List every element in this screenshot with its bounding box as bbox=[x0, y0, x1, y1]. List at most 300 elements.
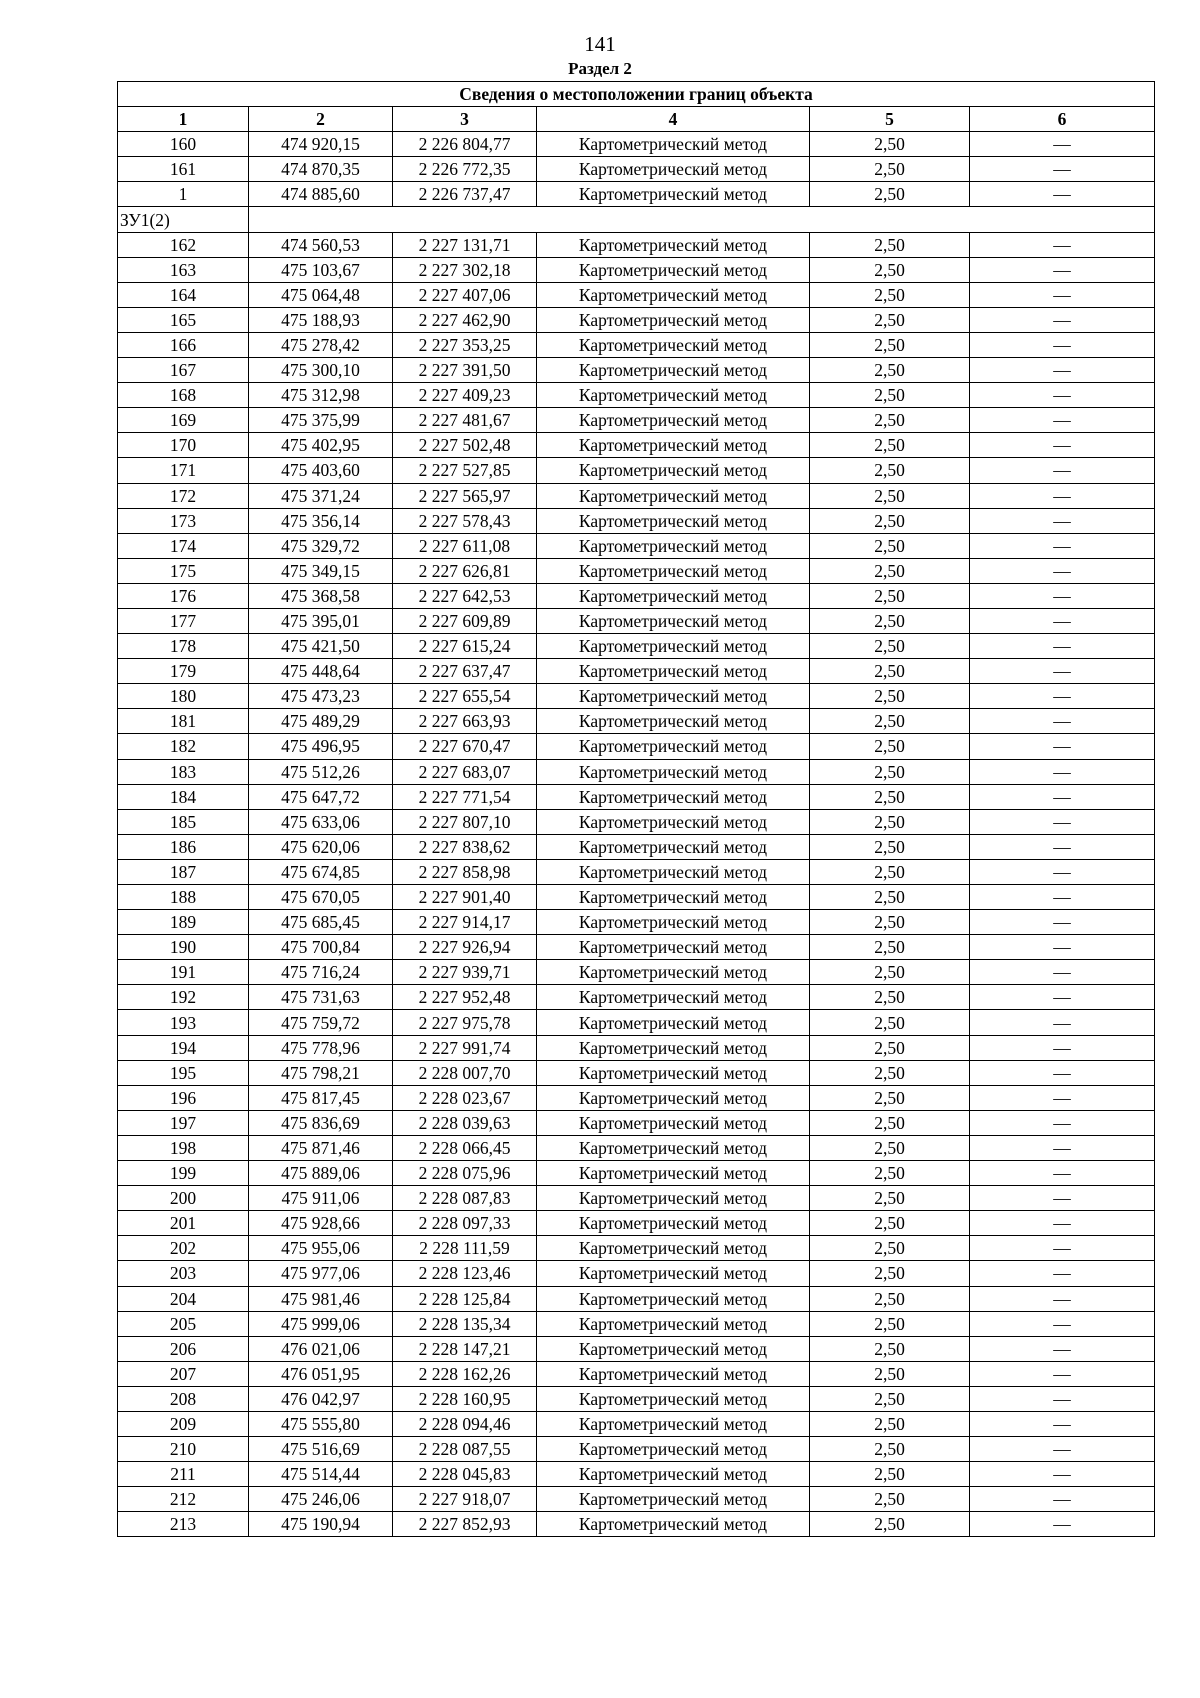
note-dash: — bbox=[970, 910, 1155, 935]
determination-method: Картометрический метод bbox=[537, 1236, 810, 1261]
accuracy-value: 2,50 bbox=[810, 1261, 970, 1286]
y-coordinate: 2 228 111,59 bbox=[393, 1236, 537, 1261]
point-number: 211 bbox=[118, 1462, 249, 1487]
y-coordinate: 2 228 075,96 bbox=[393, 1161, 537, 1186]
x-coordinate: 475 278,42 bbox=[249, 332, 393, 357]
point-number: 1 bbox=[118, 182, 249, 207]
determination-method: Картометрический метод bbox=[537, 960, 810, 985]
x-coordinate: 475 871,46 bbox=[249, 1135, 393, 1160]
note-dash: — bbox=[970, 1286, 1155, 1311]
note-dash: — bbox=[970, 583, 1155, 608]
note-dash: — bbox=[970, 508, 1155, 533]
note-dash: — bbox=[970, 1035, 1155, 1060]
accuracy-value: 2,50 bbox=[810, 684, 970, 709]
x-coordinate: 474 920,15 bbox=[249, 132, 393, 157]
table-row bbox=[118, 684, 1155, 709]
determination-method: Картометрический метод bbox=[537, 1161, 810, 1186]
y-coordinate: 2 227 407,06 bbox=[393, 282, 537, 307]
note-dash: — bbox=[970, 809, 1155, 834]
point-number: 209 bbox=[118, 1411, 249, 1436]
accuracy-value: 2,50 bbox=[810, 282, 970, 307]
y-coordinate: 2 227 353,25 bbox=[393, 332, 537, 357]
point-number: 161 bbox=[118, 157, 249, 182]
determination-method: Картометрический метод bbox=[537, 408, 810, 433]
table-row bbox=[118, 1135, 1155, 1160]
table-row bbox=[118, 985, 1155, 1010]
accuracy-value: 2,50 bbox=[810, 583, 970, 608]
determination-method: Картометрический метод bbox=[537, 332, 810, 357]
determination-method: Картометрический метод bbox=[537, 935, 810, 960]
table-row bbox=[118, 458, 1155, 483]
determination-method: Картометрический метод bbox=[537, 282, 810, 307]
determination-method: Картометрический метод bbox=[537, 508, 810, 533]
note-dash: — bbox=[970, 383, 1155, 408]
x-coordinate: 475 349,15 bbox=[249, 558, 393, 583]
point-number: 163 bbox=[118, 257, 249, 282]
note-dash: — bbox=[970, 332, 1155, 357]
table-row bbox=[118, 1462, 1155, 1487]
table-row bbox=[118, 1386, 1155, 1411]
y-coordinate: 2 227 901,40 bbox=[393, 885, 537, 910]
accuracy-value: 2,50 bbox=[810, 1487, 970, 1512]
x-coordinate: 475 368,58 bbox=[249, 583, 393, 608]
accuracy-value: 2,50 bbox=[810, 157, 970, 182]
table-row bbox=[118, 1286, 1155, 1311]
x-coordinate: 475 421,50 bbox=[249, 634, 393, 659]
section-title: Раздел 2 bbox=[568, 59, 632, 78]
y-coordinate: 2 228 123,46 bbox=[393, 1261, 537, 1286]
y-coordinate: 2 228 147,21 bbox=[393, 1336, 537, 1361]
determination-method: Картометрический метод bbox=[537, 483, 810, 508]
determination-method: Картометрический метод bbox=[537, 885, 810, 910]
note-dash: — bbox=[970, 533, 1155, 558]
determination-method: Картометрический метод bbox=[537, 1336, 810, 1361]
note-dash: — bbox=[970, 634, 1155, 659]
accuracy-value: 2,50 bbox=[810, 634, 970, 659]
note-dash: — bbox=[970, 1437, 1155, 1462]
x-coordinate: 475 371,24 bbox=[249, 483, 393, 508]
accuracy-value: 2,50 bbox=[810, 1437, 970, 1462]
x-coordinate: 475 836,69 bbox=[249, 1110, 393, 1135]
note-dash: — bbox=[970, 1361, 1155, 1386]
y-coordinate: 2 227 807,10 bbox=[393, 809, 537, 834]
accuracy-value: 2,50 bbox=[810, 1411, 970, 1436]
y-coordinate: 2 227 852,93 bbox=[393, 1512, 537, 1537]
accuracy-value: 2,50 bbox=[810, 935, 970, 960]
accuracy-value: 2,50 bbox=[810, 985, 970, 1010]
y-coordinate: 2 226 804,77 bbox=[393, 132, 537, 157]
x-coordinate: 475 188,93 bbox=[249, 307, 393, 332]
accuracy-value: 2,50 bbox=[810, 1361, 970, 1386]
table-row bbox=[118, 182, 1155, 207]
note-dash: — bbox=[970, 157, 1155, 182]
x-coordinate: 475 700,84 bbox=[249, 935, 393, 960]
accuracy-value: 2,50 bbox=[810, 1110, 970, 1135]
note-dash: — bbox=[970, 759, 1155, 784]
y-coordinate: 2 227 615,24 bbox=[393, 634, 537, 659]
table-row bbox=[118, 1211, 1155, 1236]
point-number: 164 bbox=[118, 282, 249, 307]
y-coordinate: 2 227 637,47 bbox=[393, 659, 537, 684]
point-number: 213 bbox=[118, 1512, 249, 1537]
accuracy-value: 2,50 bbox=[810, 659, 970, 684]
table-row bbox=[118, 1487, 1155, 1512]
y-coordinate: 2 227 611,08 bbox=[393, 533, 537, 558]
determination-method: Картометрический метод bbox=[537, 809, 810, 834]
y-coordinate: 2 227 609,89 bbox=[393, 608, 537, 633]
note-dash: — bbox=[970, 1236, 1155, 1261]
point-number: 205 bbox=[118, 1311, 249, 1336]
y-coordinate: 2 228 094,46 bbox=[393, 1411, 537, 1436]
point-number: 193 bbox=[118, 1010, 249, 1035]
table-row bbox=[118, 809, 1155, 834]
determination-method: Картометрический метод bbox=[537, 1186, 810, 1211]
point-number: 182 bbox=[118, 734, 249, 759]
table-row bbox=[118, 408, 1155, 433]
x-coordinate: 475 928,66 bbox=[249, 1211, 393, 1236]
point-number: 168 bbox=[118, 383, 249, 408]
note-dash: — bbox=[970, 1135, 1155, 1160]
note-dash: — bbox=[970, 1010, 1155, 1035]
y-coordinate: 2 228 162,26 bbox=[393, 1361, 537, 1386]
note-dash: — bbox=[970, 1462, 1155, 1487]
accuracy-value: 2,50 bbox=[810, 332, 970, 357]
accuracy-value: 2,50 bbox=[810, 709, 970, 734]
x-coordinate: 475 670,05 bbox=[249, 885, 393, 910]
y-coordinate: 2 228 023,67 bbox=[393, 1085, 537, 1110]
determination-method: Картометрический метод bbox=[537, 1035, 810, 1060]
point-number: 189 bbox=[118, 910, 249, 935]
determination-method: Картометрический метод bbox=[537, 734, 810, 759]
point-number: 187 bbox=[118, 859, 249, 884]
table-row bbox=[118, 483, 1155, 508]
note-dash: — bbox=[970, 1110, 1155, 1135]
x-coordinate: 475 448,64 bbox=[249, 659, 393, 684]
determination-method: Картометрический метод bbox=[537, 784, 810, 809]
boundary-coordinates-table bbox=[117, 81, 1155, 1537]
table-row bbox=[118, 960, 1155, 985]
y-coordinate: 2 227 302,18 bbox=[393, 257, 537, 282]
point-number: 195 bbox=[118, 1060, 249, 1085]
y-coordinate: 2 227 914,17 bbox=[393, 910, 537, 935]
table-row bbox=[118, 1336, 1155, 1361]
note-dash: — bbox=[970, 1186, 1155, 1211]
note-dash: — bbox=[970, 232, 1155, 257]
point-number: 184 bbox=[118, 784, 249, 809]
point-number: 210 bbox=[118, 1437, 249, 1462]
y-coordinate: 2 227 578,43 bbox=[393, 508, 537, 533]
table-row bbox=[118, 1261, 1155, 1286]
point-number: 181 bbox=[118, 709, 249, 734]
point-number: 174 bbox=[118, 533, 249, 558]
point-number: 176 bbox=[118, 583, 249, 608]
column-header: 3 bbox=[393, 107, 537, 132]
point-number: 180 bbox=[118, 684, 249, 709]
x-coordinate: 475 778,96 bbox=[249, 1035, 393, 1060]
note-dash: — bbox=[970, 684, 1155, 709]
column-header: 1 bbox=[118, 107, 249, 132]
accuracy-value: 2,50 bbox=[810, 358, 970, 383]
accuracy-value: 2,50 bbox=[810, 834, 970, 859]
x-coordinate: 475 685,45 bbox=[249, 910, 393, 935]
table-row bbox=[118, 232, 1155, 257]
point-number: 177 bbox=[118, 608, 249, 633]
table-row bbox=[118, 784, 1155, 809]
table-row bbox=[118, 709, 1155, 734]
note-dash: — bbox=[970, 709, 1155, 734]
point-number: 204 bbox=[118, 1286, 249, 1311]
x-coordinate: 475 911,06 bbox=[249, 1186, 393, 1211]
y-coordinate: 2 227 663,93 bbox=[393, 709, 537, 734]
determination-method: Картометрический метод bbox=[537, 985, 810, 1010]
determination-method: Картометрический метод bbox=[537, 383, 810, 408]
table-row bbox=[118, 659, 1155, 684]
y-coordinate: 2 227 771,54 bbox=[393, 784, 537, 809]
note-dash: — bbox=[970, 659, 1155, 684]
point-number: 212 bbox=[118, 1487, 249, 1512]
note-dash: — bbox=[970, 1487, 1155, 1512]
point-number: 203 bbox=[118, 1261, 249, 1286]
determination-method: Картометрический метод bbox=[537, 257, 810, 282]
y-coordinate: 2 227 991,74 bbox=[393, 1035, 537, 1060]
point-number: 201 bbox=[118, 1211, 249, 1236]
group-row-section bbox=[118, 207, 1155, 232]
accuracy-value: 2,50 bbox=[810, 1512, 970, 1537]
accuracy-value: 2,50 bbox=[810, 232, 970, 257]
determination-method: Картометрический метод bbox=[537, 1085, 810, 1110]
table-row bbox=[118, 583, 1155, 608]
table-row bbox=[118, 1110, 1155, 1135]
accuracy-value: 2,50 bbox=[810, 885, 970, 910]
accuracy-value: 2,50 bbox=[810, 1085, 970, 1110]
x-coordinate: 475 473,23 bbox=[249, 684, 393, 709]
accuracy-value: 2,50 bbox=[810, 759, 970, 784]
determination-method: Картометрический метод bbox=[537, 684, 810, 709]
table-row bbox=[118, 1085, 1155, 1110]
point-number: 186 bbox=[118, 834, 249, 859]
x-coordinate: 474 885,60 bbox=[249, 182, 393, 207]
accuracy-value: 2,50 bbox=[810, 1286, 970, 1311]
point-number: 194 bbox=[118, 1035, 249, 1060]
x-coordinate: 475 064,48 bbox=[249, 282, 393, 307]
x-coordinate: 476 042,97 bbox=[249, 1386, 393, 1411]
y-coordinate: 2 227 655,54 bbox=[393, 684, 537, 709]
table-row bbox=[118, 759, 1155, 784]
x-coordinate: 475 977,06 bbox=[249, 1261, 393, 1286]
x-coordinate: 475 647,72 bbox=[249, 784, 393, 809]
table-row bbox=[118, 1035, 1155, 1060]
column-header: 4 bbox=[537, 107, 810, 132]
accuracy-value: 2,50 bbox=[810, 408, 970, 433]
note-dash: — bbox=[970, 558, 1155, 583]
y-coordinate: 2 228 007,70 bbox=[393, 1060, 537, 1085]
accuracy-value: 2,50 bbox=[810, 859, 970, 884]
y-coordinate: 2 227 683,07 bbox=[393, 759, 537, 784]
accuracy-value: 2,50 bbox=[810, 257, 970, 282]
determination-method: Картометрический метод bbox=[537, 759, 810, 784]
accuracy-value: 2,50 bbox=[810, 1161, 970, 1186]
x-coordinate: 475 516,69 bbox=[249, 1437, 393, 1462]
point-number: 179 bbox=[118, 659, 249, 684]
x-coordinate: 475 889,06 bbox=[249, 1161, 393, 1186]
point-number: 206 bbox=[118, 1336, 249, 1361]
page-number: 141 bbox=[584, 32, 616, 56]
determination-method: Картометрический метод bbox=[537, 558, 810, 583]
x-coordinate: 475 489,29 bbox=[249, 709, 393, 734]
note-dash: — bbox=[970, 960, 1155, 985]
determination-method: Картометрический метод bbox=[537, 1261, 810, 1286]
determination-method: Картометрический метод bbox=[537, 1512, 810, 1537]
accuracy-value: 2,50 bbox=[810, 458, 970, 483]
note-dash: — bbox=[970, 1411, 1155, 1436]
determination-method: Картометрический метод bbox=[537, 157, 810, 182]
x-coordinate: 475 817,45 bbox=[249, 1085, 393, 1110]
note-dash: — bbox=[970, 458, 1155, 483]
point-number: 188 bbox=[118, 885, 249, 910]
accuracy-value: 2,50 bbox=[810, 784, 970, 809]
y-coordinate: 2 227 409,23 bbox=[393, 383, 537, 408]
note-dash: — bbox=[970, 834, 1155, 859]
determination-method: Картометрический метод bbox=[537, 608, 810, 633]
note-dash: — bbox=[970, 358, 1155, 383]
table-row bbox=[118, 132, 1155, 157]
group-row bbox=[118, 207, 1155, 232]
x-coordinate: 475 555,80 bbox=[249, 1411, 393, 1436]
point-number: 208 bbox=[118, 1386, 249, 1411]
note-dash: — bbox=[970, 1311, 1155, 1336]
x-coordinate: 475 190,94 bbox=[249, 1512, 393, 1537]
note-dash: — bbox=[970, 433, 1155, 458]
table-row bbox=[118, 508, 1155, 533]
accuracy-value: 2,50 bbox=[810, 307, 970, 332]
determination-method: Картометрический метод bbox=[537, 433, 810, 458]
note-dash: — bbox=[970, 182, 1155, 207]
accuracy-value: 2,50 bbox=[810, 558, 970, 583]
point-number: 183 bbox=[118, 759, 249, 784]
table-row bbox=[118, 1411, 1155, 1436]
accuracy-value: 2,50 bbox=[810, 1211, 970, 1236]
note-dash: — bbox=[970, 1336, 1155, 1361]
accuracy-value: 2,50 bbox=[810, 483, 970, 508]
y-coordinate: 2 227 527,85 bbox=[393, 458, 537, 483]
determination-method: Картометрический метод bbox=[537, 1487, 810, 1512]
rows-after-group bbox=[118, 232, 1155, 1537]
point-number: 190 bbox=[118, 935, 249, 960]
group-label: ЗУ1(2) bbox=[118, 207, 249, 232]
note-dash: — bbox=[970, 985, 1155, 1010]
y-coordinate: 2 227 926,94 bbox=[393, 935, 537, 960]
accuracy-value: 2,50 bbox=[810, 1010, 970, 1035]
table-row bbox=[118, 859, 1155, 884]
accuracy-value: 2,50 bbox=[810, 383, 970, 408]
y-coordinate: 2 226 772,35 bbox=[393, 157, 537, 182]
y-coordinate: 2 228 160,95 bbox=[393, 1386, 537, 1411]
y-coordinate: 2 227 952,48 bbox=[393, 985, 537, 1010]
determination-method: Картометрический метод bbox=[537, 1411, 810, 1436]
point-number: 169 bbox=[118, 408, 249, 433]
x-coordinate: 475 300,10 bbox=[249, 358, 393, 383]
table-row bbox=[118, 1060, 1155, 1085]
table-row bbox=[118, 734, 1155, 759]
x-coordinate: 475 798,21 bbox=[249, 1060, 393, 1085]
determination-method: Картометрический метод bbox=[537, 1211, 810, 1236]
column-header: 2 bbox=[249, 107, 393, 132]
accuracy-value: 2,50 bbox=[810, 809, 970, 834]
accuracy-value: 2,50 bbox=[810, 1186, 970, 1211]
x-coordinate: 475 356,14 bbox=[249, 508, 393, 533]
table-row bbox=[118, 885, 1155, 910]
y-coordinate: 2 228 087,55 bbox=[393, 1437, 537, 1462]
x-coordinate: 475 312,98 bbox=[249, 383, 393, 408]
y-coordinate: 2 227 462,90 bbox=[393, 307, 537, 332]
y-coordinate: 2 228 066,45 bbox=[393, 1135, 537, 1160]
x-coordinate: 475 103,67 bbox=[249, 257, 393, 282]
point-number: 167 bbox=[118, 358, 249, 383]
determination-method: Картометрический метод bbox=[537, 583, 810, 608]
y-coordinate: 2 228 045,83 bbox=[393, 1462, 537, 1487]
note-dash: — bbox=[970, 1386, 1155, 1411]
point-number: 199 bbox=[118, 1161, 249, 1186]
accuracy-value: 2,50 bbox=[810, 508, 970, 533]
table-row bbox=[118, 358, 1155, 383]
point-number: 192 bbox=[118, 985, 249, 1010]
table-row bbox=[118, 834, 1155, 859]
x-coordinate: 475 759,72 bbox=[249, 1010, 393, 1035]
y-coordinate: 2 228 097,33 bbox=[393, 1211, 537, 1236]
accuracy-value: 2,50 bbox=[810, 1462, 970, 1487]
x-coordinate: 475 716,24 bbox=[249, 960, 393, 985]
accuracy-value: 2,50 bbox=[810, 1236, 970, 1261]
determination-method: Картометрический метод bbox=[537, 182, 810, 207]
determination-method: Картометрический метод bbox=[537, 659, 810, 684]
determination-method: Картометрический метод bbox=[537, 910, 810, 935]
column-header: 6 bbox=[970, 107, 1155, 132]
x-coordinate: 475 674,85 bbox=[249, 859, 393, 884]
note-dash: — bbox=[970, 483, 1155, 508]
y-coordinate: 2 227 670,47 bbox=[393, 734, 537, 759]
x-coordinate: 476 021,06 bbox=[249, 1336, 393, 1361]
y-coordinate: 2 227 481,67 bbox=[393, 408, 537, 433]
table-row bbox=[118, 157, 1155, 182]
point-number: 170 bbox=[118, 433, 249, 458]
y-coordinate: 2 226 737,47 bbox=[393, 182, 537, 207]
table-row bbox=[118, 332, 1155, 357]
accuracy-value: 2,50 bbox=[810, 433, 970, 458]
accuracy-value: 2,50 bbox=[810, 1336, 970, 1361]
table-row bbox=[118, 935, 1155, 960]
x-coordinate: 475 512,26 bbox=[249, 759, 393, 784]
note-dash: — bbox=[970, 935, 1155, 960]
determination-method: Картометрический метод bbox=[537, 859, 810, 884]
table-title: Сведения о местоположении границ объекта bbox=[118, 82, 1155, 107]
point-number: 198 bbox=[118, 1135, 249, 1160]
y-coordinate: 2 227 131,71 bbox=[393, 232, 537, 257]
determination-method: Картометрический метод bbox=[537, 232, 810, 257]
table-row bbox=[118, 1311, 1155, 1336]
note-dash: — bbox=[970, 734, 1155, 759]
note-dash: — bbox=[970, 885, 1155, 910]
y-coordinate: 2 227 858,98 bbox=[393, 859, 537, 884]
note-dash: — bbox=[970, 784, 1155, 809]
y-coordinate: 2 227 565,97 bbox=[393, 483, 537, 508]
y-coordinate: 2 227 918,07 bbox=[393, 1487, 537, 1512]
x-coordinate: 475 731,63 bbox=[249, 985, 393, 1010]
determination-method: Картометрический метод bbox=[537, 307, 810, 332]
point-number: 171 bbox=[118, 458, 249, 483]
point-number: 172 bbox=[118, 483, 249, 508]
determination-method: Картометрический метод bbox=[537, 1286, 810, 1311]
note-dash: — bbox=[970, 608, 1155, 633]
